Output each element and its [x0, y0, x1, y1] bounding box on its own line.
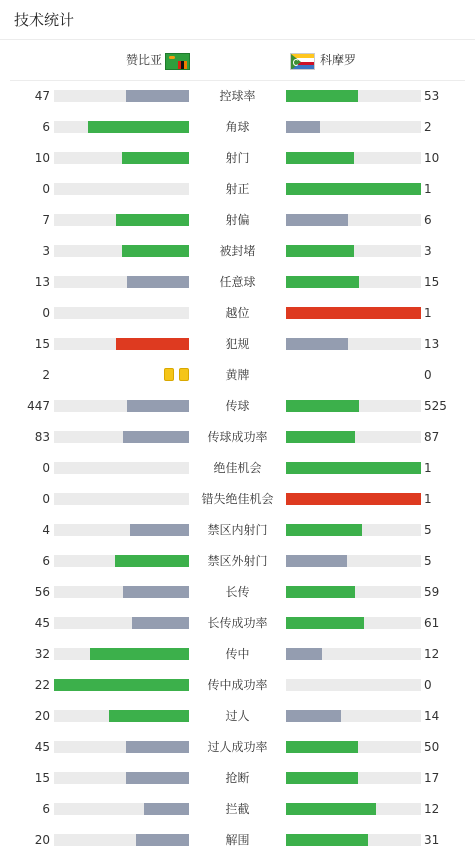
stat-label: 角球	[225, 120, 250, 134]
home-stat-bar-fill	[116, 338, 189, 350]
away-stat-value: 1	[424, 306, 432, 320]
away-stat-bar	[286, 307, 421, 319]
away-stat-bar	[286, 524, 421, 536]
stat-label: 射偏	[225, 213, 250, 227]
home-stat-bar	[54, 586, 189, 598]
home-stat-value: 0	[42, 306, 50, 320]
home-stat-bar-fill	[126, 741, 189, 753]
stat-label: 长传成功率	[207, 616, 268, 630]
stat-row	[0, 329, 475, 360]
away-stat-bar-fill	[286, 834, 368, 846]
stat-label: 过人成功率	[207, 740, 268, 754]
away-stat-bar-fill	[286, 648, 322, 660]
home-stat-bar	[54, 741, 189, 753]
stat-label: 被封堵	[219, 244, 256, 258]
home-stat-bar	[54, 400, 189, 412]
home-stat-bar-fill	[88, 121, 189, 133]
home-stat-bar	[54, 152, 189, 164]
away-stat-bar	[286, 338, 421, 350]
away-stat-bar-fill	[286, 338, 348, 350]
yellow-card-icon	[164, 368, 174, 381]
home-stat-value: 0	[42, 461, 50, 475]
away-stat-bar	[286, 214, 421, 226]
away-stat-value: 59	[424, 585, 440, 599]
stats-list	[0, 81, 475, 856]
stat-row	[0, 112, 475, 143]
stat-row	[0, 236, 475, 267]
home-stat-bar	[54, 803, 189, 815]
away-stat-bar-fill	[286, 276, 359, 288]
stat-label: 禁区外射门	[207, 554, 268, 568]
home-stat-value: 10	[34, 151, 50, 165]
home-stat-value: 83	[34, 430, 50, 444]
away-stat-bar-fill	[286, 307, 421, 319]
home-stat-value: 0	[42, 492, 50, 506]
home-stat-bar	[54, 524, 189, 536]
stat-label: 过人	[225, 709, 250, 723]
home-stat-value: 6	[42, 554, 50, 568]
home-stat-bar-fill	[126, 772, 189, 784]
stat-row	[0, 732, 475, 763]
stat-label: 传中	[225, 647, 250, 661]
away-stat-bar-fill	[286, 183, 421, 195]
away-stat-bar-fill	[286, 214, 348, 226]
home-stat-bar	[54, 648, 189, 660]
away-stat-value: 2	[424, 120, 432, 134]
stat-row	[0, 794, 475, 825]
away-stat-bar-fill	[286, 90, 358, 102]
away-stat-value: 14	[424, 709, 440, 723]
away-stat-value: 0	[424, 678, 432, 692]
home-stat-value: 6	[42, 802, 50, 816]
stat-row	[0, 639, 475, 670]
stat-row	[0, 608, 475, 639]
stat-row	[0, 298, 475, 329]
away-stat-bar	[286, 741, 421, 753]
stat-label: 任意球	[219, 275, 256, 289]
home-stat-value: 15	[34, 771, 50, 785]
away-stat-bar	[286, 586, 421, 598]
away-stat-value: 6	[424, 213, 432, 227]
home-stat-value: 45	[34, 740, 50, 754]
stat-row	[0, 670, 475, 701]
away-stat-bar	[286, 617, 421, 629]
home-stat-bar-fill	[132, 617, 189, 629]
home-team-name: 赞比亚	[125, 53, 162, 67]
stat-label: 犯规	[225, 337, 250, 351]
away-stat-value: 12	[424, 647, 440, 661]
stat-row	[0, 701, 475, 732]
home-stat-bar	[54, 338, 189, 350]
home-stat-bar-fill	[109, 710, 189, 722]
away-stat-value: 53	[424, 89, 440, 103]
stat-label: 传中成功率	[207, 678, 268, 692]
home-stat-bar-fill	[122, 245, 190, 257]
home-stat-bar	[54, 679, 189, 691]
away-stat-bar-fill	[286, 586, 355, 598]
stat-row	[0, 360, 475, 391]
home-stat-bar	[54, 121, 189, 133]
stats-header	[0, 0, 475, 40]
away-stat-bar	[286, 555, 421, 567]
home-stat-bar	[54, 772, 189, 784]
away-stat-bar-fill	[286, 431, 355, 443]
stat-label: 绝佳机会	[213, 461, 262, 475]
stat-row	[0, 825, 475, 856]
away-stat-bar	[286, 245, 421, 257]
away-stat-bar	[286, 710, 421, 722]
away-stat-bar-fill	[286, 493, 421, 505]
stat-label: 禁区内射门	[207, 523, 268, 537]
home-stat-bar	[54, 617, 189, 629]
stat-label: 控球率	[219, 89, 256, 103]
page-title: 技术统计	[14, 11, 75, 29]
stat-row	[0, 267, 475, 298]
stat-label: 解围	[225, 833, 250, 847]
away-stat-bar	[286, 772, 421, 784]
away-stat-bar	[286, 493, 421, 505]
away-stat-bar	[286, 803, 421, 815]
stat-row	[0, 422, 475, 453]
stat-row	[0, 515, 475, 546]
away-stat-value: 5	[424, 523, 432, 537]
away-stat-bar	[286, 121, 421, 133]
home-stat-value: 20	[34, 709, 50, 723]
home-stat-bar	[54, 493, 189, 505]
home-stat-bar-fill	[130, 524, 189, 536]
away-stat-value: 1	[424, 182, 432, 196]
home-stat-bar	[54, 307, 189, 319]
home-stat-value: 13	[34, 275, 50, 289]
home-stat-value: 6	[42, 120, 50, 134]
stat-label: 抢断	[225, 771, 250, 785]
stat-label: 射正	[225, 182, 250, 196]
stat-row	[0, 484, 475, 515]
home-stat-bar-fill	[54, 679, 189, 691]
home-stat-bar-fill	[126, 90, 189, 102]
away-stat-bar	[286, 183, 421, 195]
away-stat-value: 50	[424, 740, 440, 754]
home-stat-value: 47	[34, 89, 50, 103]
home-stat-bar	[54, 431, 189, 443]
away-stat-value: 3	[424, 244, 432, 258]
away-stat-value: 31	[424, 833, 440, 847]
away-stat-bar	[286, 648, 421, 660]
stat-row	[0, 81, 475, 112]
away-stat-value: 525	[424, 399, 447, 413]
away-stat-bar	[286, 431, 421, 443]
home-stat-value: 56	[34, 585, 50, 599]
home-stat-bar	[54, 245, 189, 257]
home-stat-bar-fill	[116, 214, 189, 226]
stat-label: 错失绝佳机会	[201, 492, 274, 506]
home-stat-value: 2	[42, 368, 50, 382]
home-stat-value: 4	[42, 523, 50, 537]
away-team-name: 科摩罗	[320, 53, 357, 67]
home-stat-bar-fill	[136, 834, 189, 846]
stat-label: 黄牌	[225, 368, 250, 382]
stat-row	[0, 391, 475, 422]
away-stat-value: 1	[424, 461, 432, 475]
away-stat-bar-fill	[286, 741, 358, 753]
home-stat-bar-fill	[123, 586, 189, 598]
stat-label: 射门	[225, 151, 250, 165]
home-stat-value: 20	[34, 833, 50, 847]
stat-label: 拦截	[225, 802, 250, 816]
home-stat-bar	[54, 90, 189, 102]
away-stat-bar-fill	[286, 772, 358, 784]
away-stat-bar-fill	[286, 152, 354, 164]
away-stat-value: 87	[424, 430, 440, 444]
home-stat-bar	[54, 555, 189, 567]
home-stat-bar	[54, 276, 189, 288]
away-stat-value: 12	[424, 802, 440, 816]
teams-bar	[0, 40, 475, 80]
away-stat-bar-fill	[286, 524, 362, 536]
away-stat-bar	[286, 276, 421, 288]
stat-row	[0, 763, 475, 794]
home-stat-value: 32	[34, 647, 50, 661]
away-stat-value: 5	[424, 554, 432, 568]
away-stat-bar	[286, 152, 421, 164]
away-stat-bar-fill	[286, 400, 359, 412]
home-stat-value: 0	[42, 182, 50, 196]
home-stat-bar-fill	[90, 648, 189, 660]
away-stat-bar	[286, 90, 421, 102]
away-stat-bar	[286, 679, 421, 691]
away-stat-value: 10	[424, 151, 440, 165]
home-stat-bar	[54, 214, 189, 226]
stat-row	[0, 546, 475, 577]
home-stat-value: 22	[34, 678, 50, 692]
away-stat-bar	[286, 400, 421, 412]
home-stat-bar	[54, 183, 189, 195]
stat-label: 长传	[225, 585, 250, 599]
away-stat-value: 17	[424, 771, 440, 785]
away-stat-bar-fill	[286, 617, 364, 629]
home-stat-bar	[54, 710, 189, 722]
yellow-card-icon	[179, 368, 189, 381]
away-stat-bar	[286, 462, 421, 474]
home-stat-value: 7	[42, 213, 50, 227]
comoros-flag-icon	[290, 53, 315, 70]
home-stat-bar-fill	[144, 803, 189, 815]
away-stat-bar-fill	[286, 245, 354, 257]
home-stat-bar-fill	[127, 400, 189, 412]
away-stat-value: 1	[424, 492, 432, 506]
stat-row	[0, 577, 475, 608]
home-stat-bar-fill	[115, 555, 189, 567]
home-stat-bar	[54, 834, 189, 846]
away-stat-value: 13	[424, 337, 440, 351]
stat-row	[0, 205, 475, 236]
away-stat-value: 15	[424, 275, 440, 289]
stat-label: 传球	[225, 399, 250, 413]
away-stat-bar	[286, 834, 421, 846]
away-stat-bar-fill	[286, 462, 421, 474]
away-stat-bar-fill	[286, 803, 376, 815]
away-stat-value: 61	[424, 616, 440, 630]
home-stat-bar-fill	[123, 431, 189, 443]
home-stat-bar-fill	[127, 276, 189, 288]
away-stat-bar-fill	[286, 555, 347, 567]
away-stat-bar-fill	[286, 121, 320, 133]
yellow-cards	[164, 368, 189, 382]
home-stat-value: 447	[27, 399, 50, 413]
stat-label: 传球成功率	[207, 430, 268, 444]
zambia-flag-icon	[165, 53, 190, 70]
stat-label: 越位	[225, 306, 250, 320]
home-stat-bar-fill	[122, 152, 190, 164]
home-stat-bar	[54, 462, 189, 474]
home-stat-value: 15	[34, 337, 50, 351]
stat-row	[0, 143, 475, 174]
home-stat-value: 3	[42, 244, 50, 258]
stat-row	[0, 174, 475, 205]
away-stat-value: 0	[424, 368, 432, 382]
stat-row	[0, 453, 475, 484]
home-stat-value: 45	[34, 616, 50, 630]
away-stat-bar-fill	[286, 710, 341, 722]
